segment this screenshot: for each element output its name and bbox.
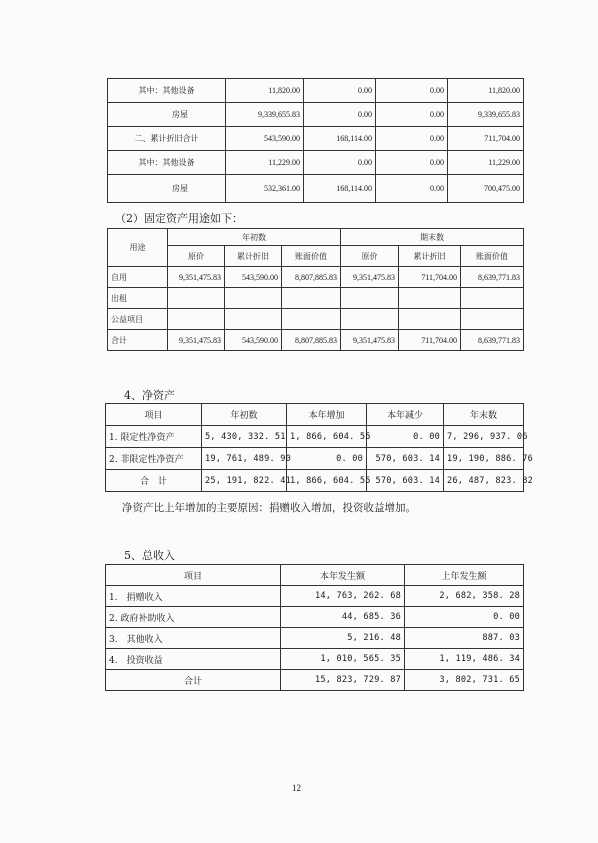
cell <box>461 288 524 309</box>
cell: 9,339,655.83 <box>226 103 304 127</box>
row-label: 其中：其他设备 <box>108 79 226 103</box>
fixed-asset-usage-table <box>107 228 524 351</box>
cell: 0.00 <box>376 127 448 151</box>
cell: 700,475.00 <box>448 175 524 203</box>
header-end: 期末数 <box>341 229 524 246</box>
cell: 9,351,475.83 <box>341 267 399 288</box>
cell: 1, 866, 604. 55 <box>287 470 367 492</box>
table-row <box>108 288 524 309</box>
cell: 0.00 <box>376 79 448 103</box>
cell: 9,339,655.83 <box>448 103 524 127</box>
cell: 711,704.00 <box>448 127 524 151</box>
table-row <box>106 448 524 470</box>
section-heading-total-income: 5、总收入 <box>124 549 175 562</box>
cell: 543,590.00 <box>226 127 304 151</box>
cell <box>399 288 461 309</box>
cell: 14, 763, 262. 68 <box>281 586 405 607</box>
cell <box>282 309 341 330</box>
table-row <box>108 79 524 103</box>
cell: 570, 603. 14 <box>367 470 444 492</box>
cell: 9,351,475.83 <box>168 330 225 351</box>
cell: 711,704.00 <box>399 267 461 288</box>
cell <box>341 309 399 330</box>
column-header: 项目 <box>106 565 281 586</box>
cell: 1, 010, 565. 35 <box>281 649 405 670</box>
page-number: 12 <box>292 783 301 793</box>
cell: 0. 00 <box>405 607 524 628</box>
header-use: 用途 <box>108 229 168 267</box>
row-label: 公益项目 <box>108 309 168 330</box>
cell: 9,351,475.83 <box>341 330 399 351</box>
cell: 532,361.00 <box>226 175 304 203</box>
section-heading-fixed-asset-use: （2）固定资产用途如下： <box>115 212 243 225</box>
table-header-row <box>108 229 524 246</box>
net-assets-note: 净资产比上年增加的主要原因：捐赠收入增加，投资收益增加。 <box>122 502 416 514</box>
cell: 19, 190, 886. 76 <box>444 448 524 470</box>
subheader: 累计折旧 <box>225 246 282 267</box>
cell: 11,229.00 <box>226 151 304 175</box>
table-row <box>108 330 524 351</box>
subheader: 账面价值 <box>461 246 524 267</box>
subheader: 累计折旧 <box>399 246 461 267</box>
cell: 11,820.00 <box>448 79 524 103</box>
cell: 543,590.00 <box>225 267 282 288</box>
cell <box>168 309 225 330</box>
cell: 15, 823, 729. 87 <box>281 670 405 691</box>
row-label: 出租 <box>108 288 168 309</box>
cell <box>461 309 524 330</box>
row-label: 2. 政府补助收入 <box>106 607 281 628</box>
table-row <box>106 426 524 448</box>
cell: 1, 119, 486. 34 <box>405 649 524 670</box>
cell <box>341 288 399 309</box>
column-header: 本年发生额 <box>281 565 405 586</box>
cell: 8,639,771.83 <box>461 267 524 288</box>
cell: 1, 866, 604. 55 <box>287 426 367 448</box>
cell: 168,114.00 <box>304 175 376 203</box>
table-row <box>108 103 524 127</box>
table-row <box>106 670 524 691</box>
cell: 25, 191, 822. 41 <box>202 470 287 492</box>
column-header: 本年减少 <box>367 404 444 426</box>
cell: 0.00 <box>304 151 376 175</box>
cell: 887. 03 <box>405 628 524 649</box>
cell: 8,807,885.83 <box>282 330 341 351</box>
row-label: 4. 投资收益 <box>106 649 281 670</box>
row-label: 1. 限定性净资产 <box>106 426 202 448</box>
table-row <box>108 267 524 288</box>
cell: 44, 685. 36 <box>281 607 405 628</box>
table-header-row <box>106 565 524 586</box>
row-label: 房屋 <box>108 103 226 127</box>
column-header: 项目 <box>106 404 202 426</box>
column-header: 上年发生额 <box>405 565 524 586</box>
table-subheader-row <box>108 246 524 267</box>
subheader: 账面价值 <box>282 246 341 267</box>
cell <box>225 309 282 330</box>
total-income-table <box>105 564 524 691</box>
table-row <box>106 649 524 670</box>
cell: 0. 00 <box>367 426 444 448</box>
cell: 0.00 <box>376 103 448 127</box>
table-row <box>106 628 524 649</box>
table-header-row <box>106 404 524 426</box>
row-label: 2. 非限定性净资产 <box>106 448 202 470</box>
cell <box>225 288 282 309</box>
table-row <box>108 175 524 203</box>
cell: 0.00 <box>304 79 376 103</box>
cell: 5, 430, 332. 51 <box>202 426 287 448</box>
table-row <box>108 151 524 175</box>
cell: 19, 761, 489. 90 <box>202 448 287 470</box>
cell: 168,114.00 <box>304 127 376 151</box>
row-label: 3. 其他收入 <box>106 628 281 649</box>
row-label: 其中：其他设备 <box>108 151 226 175</box>
table-row <box>108 127 524 151</box>
row-label: 房屋 <box>108 175 226 203</box>
cell: 11,229.00 <box>448 151 524 175</box>
cell: 9,351,475.83 <box>168 267 225 288</box>
cell: 26, 487, 823. 82 <box>444 470 524 492</box>
cell: 5, 216. 48 <box>281 628 405 649</box>
table-row <box>106 607 524 628</box>
table-row <box>108 309 524 330</box>
table-row <box>106 470 524 492</box>
row-label: 合计 <box>106 670 281 691</box>
fixed-asset-detail-table <box>107 78 524 203</box>
subheader: 原价 <box>341 246 399 267</box>
table-row <box>106 586 524 607</box>
net-assets-table <box>105 403 533 492</box>
cell <box>282 288 341 309</box>
header-begin: 年初数 <box>168 229 341 246</box>
column-header: 本年增加 <box>287 404 367 426</box>
cell: 11,820.00 <box>226 79 304 103</box>
subheader: 原价 <box>168 246 225 267</box>
cell: 543,590.00 <box>225 330 282 351</box>
row-label: 自用 <box>108 267 168 288</box>
cell <box>168 288 225 309</box>
cell <box>399 309 461 330</box>
cell: 0.00 <box>376 175 448 203</box>
row-label: 1. 捐赠收入 <box>106 586 281 607</box>
cell: 7, 296, 937. 06 <box>444 426 524 448</box>
row-label: 合计 <box>108 330 168 351</box>
row-label: 合 计 <box>106 470 202 492</box>
cell: 8,807,885.83 <box>282 267 341 288</box>
column-header: 年末数 <box>444 404 524 426</box>
cell: 0.00 <box>304 103 376 127</box>
cell: 2, 682, 358. 28 <box>405 586 524 607</box>
column-header: 年初数 <box>202 404 287 426</box>
cell: 0.00 <box>376 151 448 175</box>
cell: 8,639,771.83 <box>461 330 524 351</box>
cell: 570, 603. 14 <box>367 448 444 470</box>
cell: 711,704.00 <box>399 330 461 351</box>
row-label: 二、累计折旧合计 <box>108 127 226 151</box>
section-heading-net-assets: 4、净资产 <box>124 389 175 402</box>
cell: 3, 802, 731. 65 <box>405 670 524 691</box>
cell: 0. 00 <box>287 448 367 470</box>
